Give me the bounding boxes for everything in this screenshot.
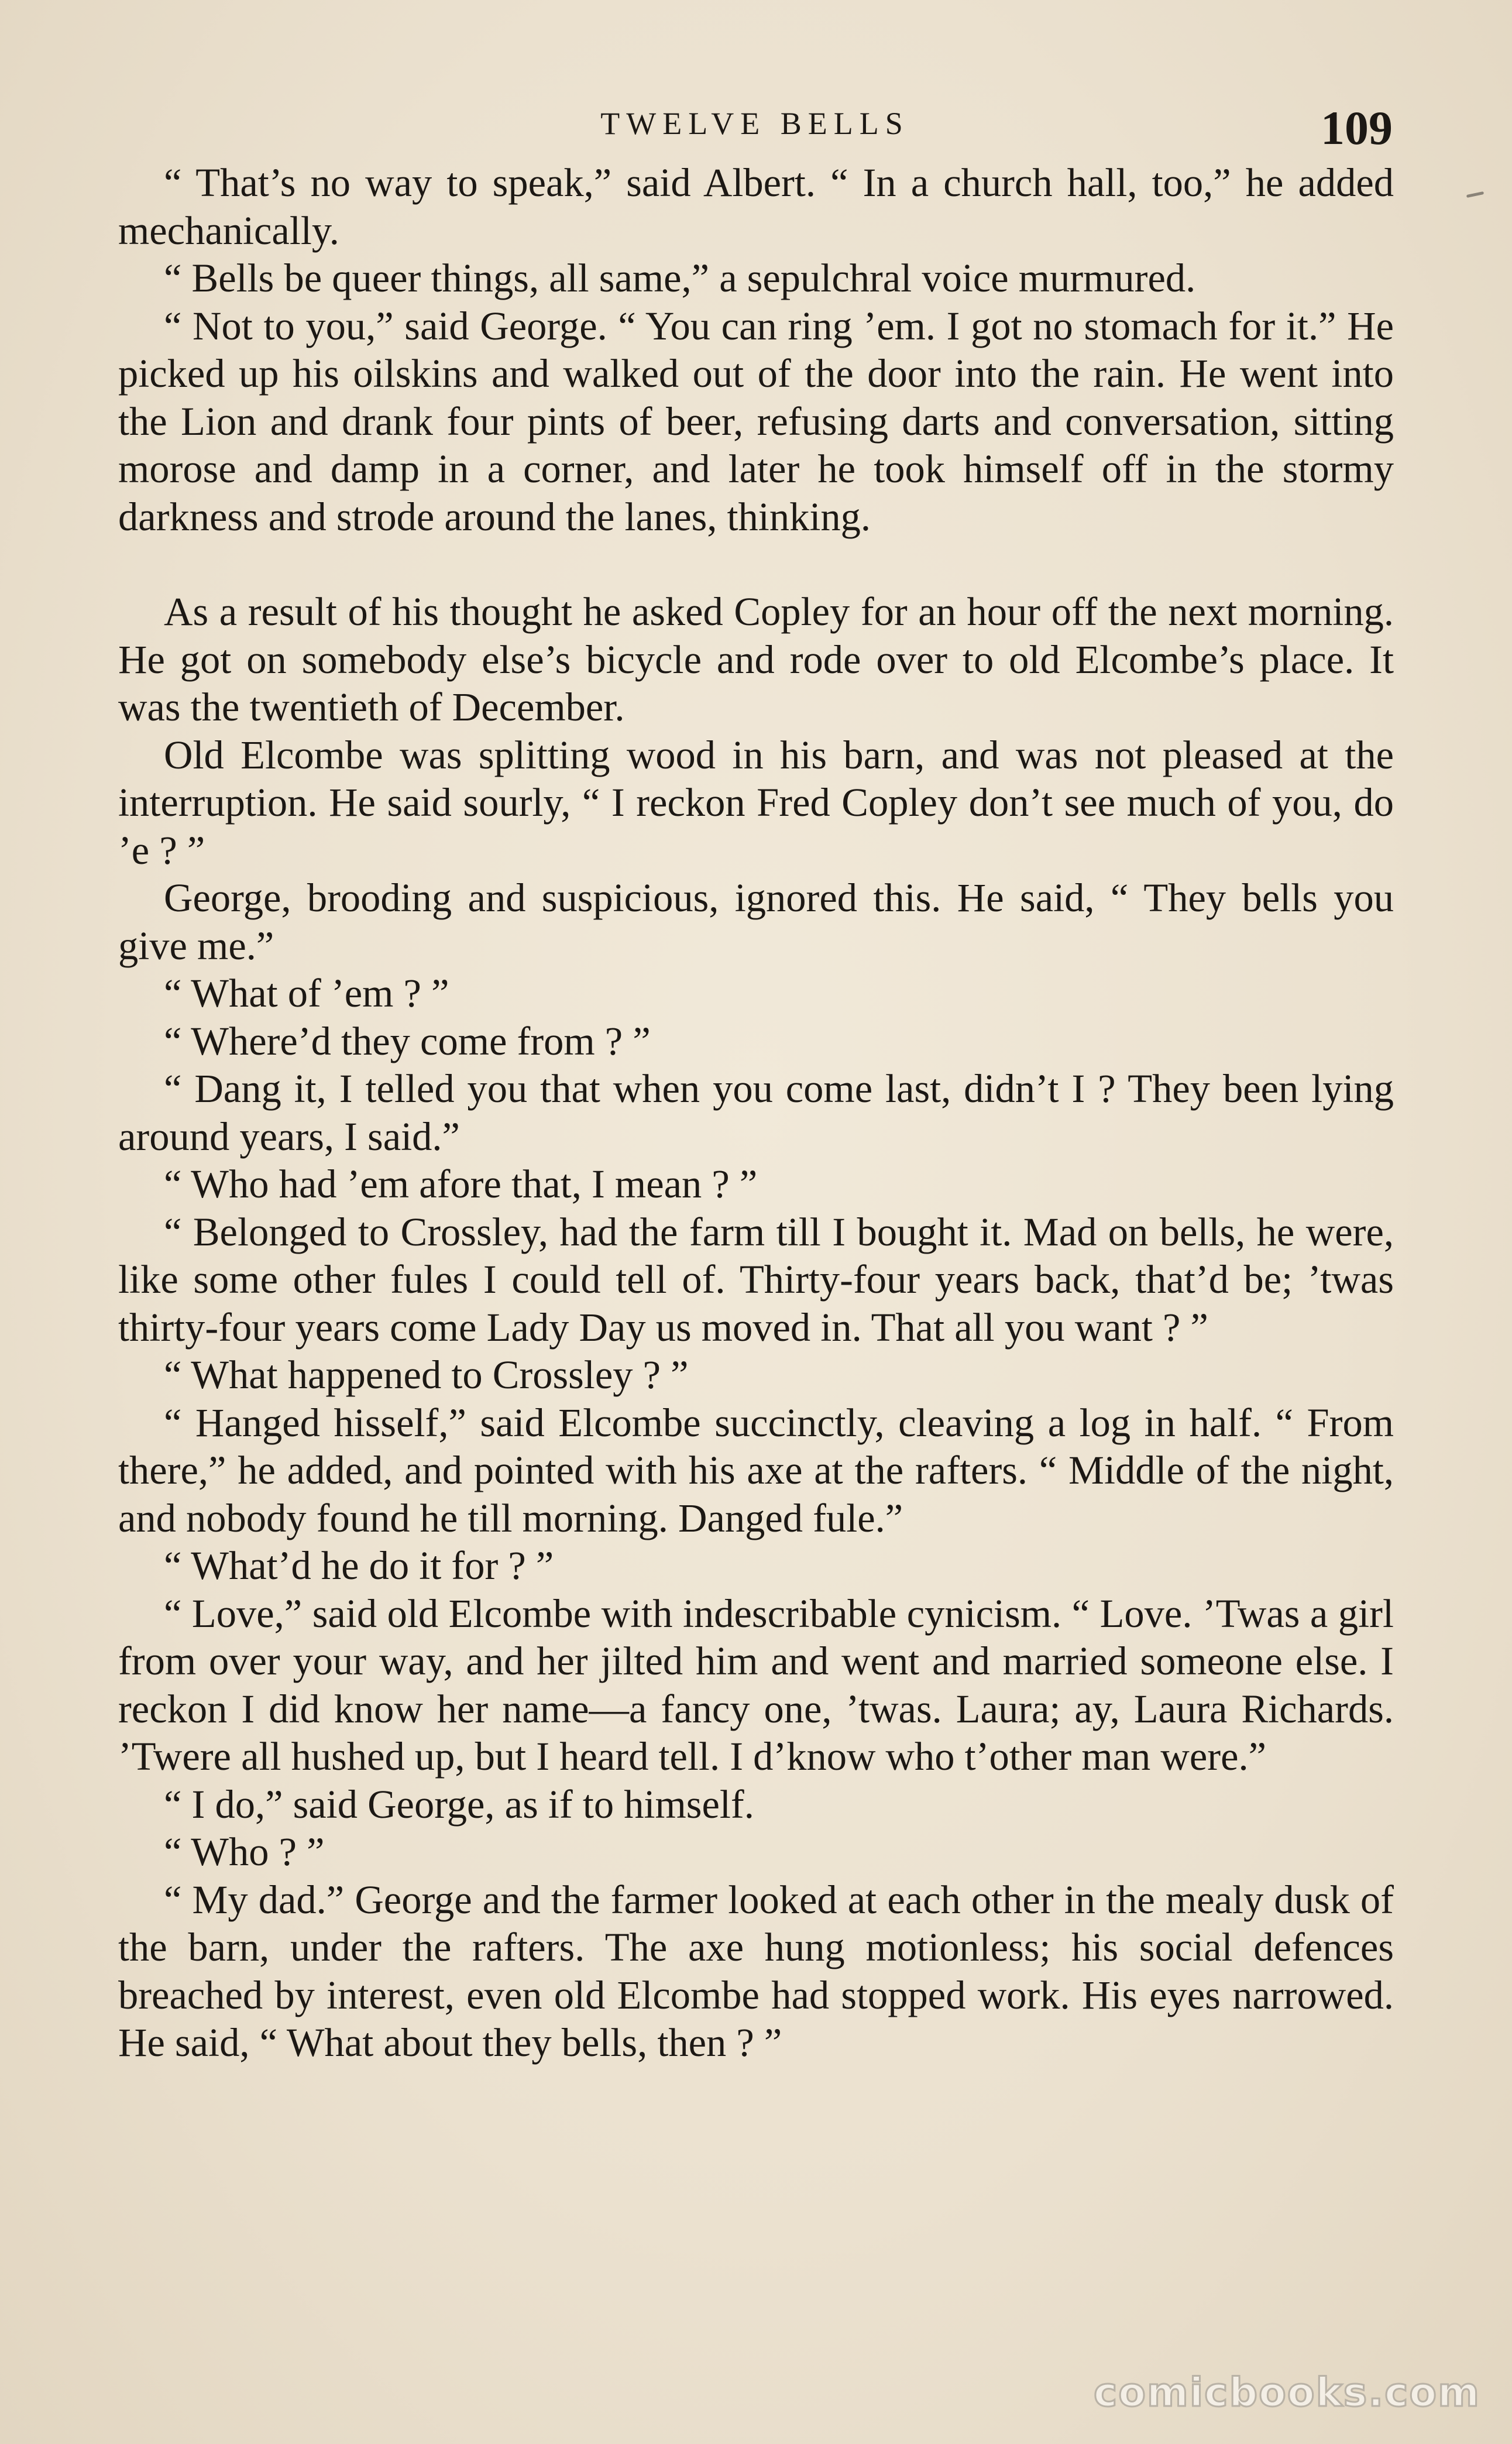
paragraph: “ Not to you,” said George. “ You can ring ’em. I got no stomach for it.” He picked up his oilskins and walked out of the door into the rain. He went into the Lion and drank four pints of beer, refusing darts and conversation, sitting morose and damp in a corner, and later he took himself off in the stormy darkness and strode around the lanes, thinking.: [118, 303, 1394, 539]
paragraph: “ What of ’em ? ”: [164, 971, 449, 1015]
paragraph: George, brooding and suspicious, ignored this. He said, “ They bells you give me.”: [118, 876, 1394, 968]
paragraph: “ What’d he do it for ? ”: [164, 1543, 554, 1588]
watermark: comicbooks.com: [1093, 2370, 1480, 2416]
paragraph: “ My dad.” George and the farmer looked at each other in the mealy dusk of the barn, under the rafters. The axe hung motionless; his social defences breached by interest, even old Elcombe had stopped work. His eyes narrowed. He said, “ What about they bells, then ? ”: [118, 1877, 1394, 2065]
page-speck: [1466, 191, 1484, 198]
paragraph: “ That’s no way to speak,” said Albert. “ In a church hall, too,” he added mechanically.: [118, 160, 1394, 253]
running-title: TWELVE BELLS: [600, 106, 909, 141]
paragraph: “ Who ? ”: [164, 1829, 325, 1874]
paragraph: “ Hanged hisself,” said Elcombe succinctly, cleaving a log in half. “ From there,” he added, and pointed with his axe at the rafters. “ Middle of the night, and nobody found he till morning. Danged fule.”: [118, 1400, 1394, 1540]
paragraph: “ Dang it, I telled you that when you come last, didn’t I ? They been lying around years, I said.”: [118, 1066, 1394, 1159]
paragraph: “ I do,” said George, as if to himself.: [164, 1781, 754, 1827]
paragraph: “ What happened to Crossley ? ”: [164, 1353, 689, 1397]
page-number: 109: [1321, 101, 1393, 155]
paragraph: “ Who had ’em afore that, I mean ? ”: [164, 1162, 758, 1206]
page-header: [117, 101, 1393, 158]
body-text: [118, 159, 1394, 2067]
paragraph: “ Bells be queer things, all same,” a sepulchral voice murmured.: [164, 256, 1196, 300]
paragraph: Old Elcombe was splitting wood in his barn, and was not pleased at the interruption. He said sourly, “ I reckon Fred Copley don’t see much of you, do ’e ? ”: [118, 732, 1394, 873]
paragraph: “ Where’d they come from ? ”: [164, 1018, 651, 1063]
paragraph: “ Belonged to Crossley, had the farm till I bought it. Mad on bells, he were, like some other fules I could tell of. Thirty-four years back, that’d be; ’twas thirty-four years come Lady Day us moved in. That all you want ? ”: [118, 1209, 1394, 1350]
paragraph: “ Love,” said old Elcombe with indescribable cynicism. “ Love. ’Twas a girl from over your way, and her jilted him and went and married someone else. I reckon I did know her name—a fancy one, ’twas. Laura; ay, Laura Richards. ’Twere all hushed up, but I heard tell. I d’know who t’other man were.”: [118, 1591, 1394, 1779]
paragraph: As a result of his thought he asked Copley for an hour off the next morning. He got on somebody else’s bicycle and rode over to old Elcombe’s place. It was the twentieth of December.: [118, 589, 1394, 729]
